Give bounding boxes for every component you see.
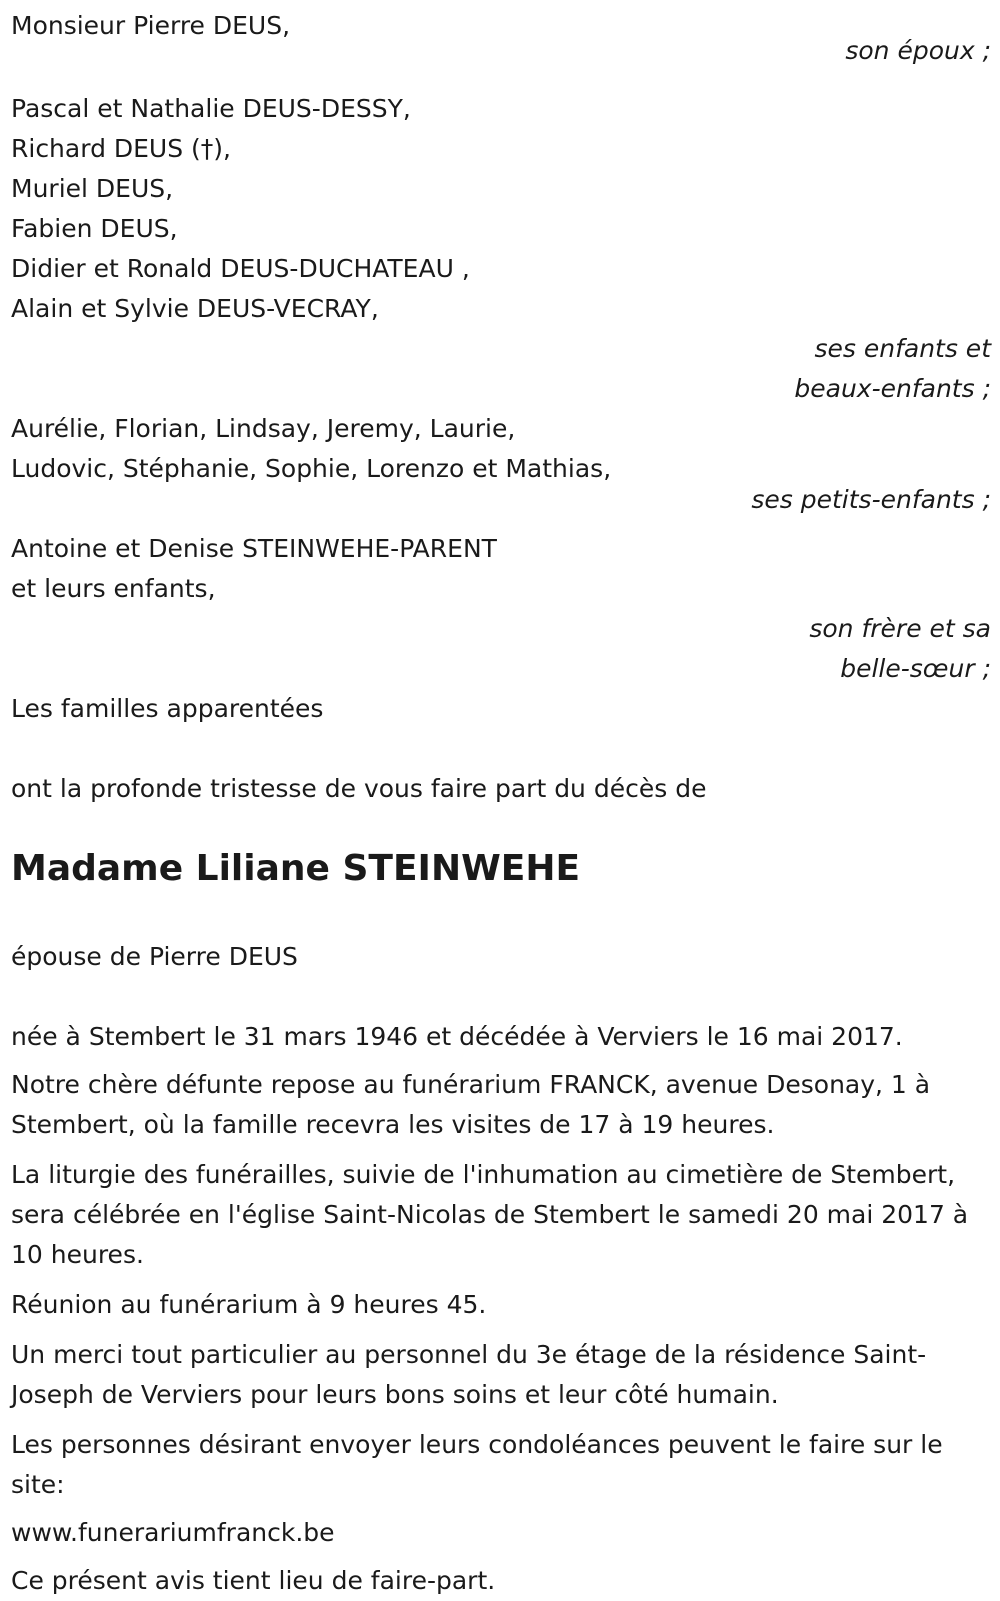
child-name: Muriel DEUS, (11, 174, 174, 203)
spouse-name: Monsieur Pierre DEUS, (11, 11, 291, 40)
grandchildren-names: Aurélie, Florian, Lindsay, Jeremy, Laurie, (11, 414, 516, 443)
website-link[interactable]: www.funerariumfranck.be (11, 1518, 335, 1547)
child-name: Alain et Sylvie DEUS-VECRAY, (11, 294, 379, 323)
details-paragraphs (11, 1017, 991, 1601)
sibling-name: et leurs enfants, (11, 574, 216, 603)
funerarium-paragraph: Notre chère défunte repose au funérarium FRANCK, avenue Desonay, 1 à Stembert, où la famille recevra les visites de 17 à 19 heures. (11, 1070, 931, 1139)
relatives-line: Les familles apparentées (11, 694, 324, 723)
sibling-name: Antoine et Denise STEINWEHE-PARENT (11, 534, 497, 563)
obituary-notice (11, 6, 991, 1601)
birth-death-paragraph: née à Stembert le 31 mars 1946 et décédée à Verviers le 16 mai 2017. (11, 1022, 903, 1051)
announcement-text: ont la profonde tristesse de vous faire part du décès de (11, 774, 707, 803)
siblings-role-line1: son frère et sa (809, 614, 991, 643)
spouse-role: son époux ; (845, 36, 991, 65)
children-role-line1: ses enfants et (814, 334, 991, 363)
grandchildren-names: Ludovic, Stéphanie, Sophie, Lorenzo et Mathias, (11, 454, 612, 483)
thanks-paragraph: Un merci tout particulier au personnel du 3e étage de la résidence Saint-Joseph de Verviers pour leurs bons soins et leur côté humain. (11, 1340, 927, 1409)
child-name: Didier et Ronald DEUS-DUCHATEAU , (11, 254, 470, 283)
child-name: Fabien DEUS, (11, 214, 178, 243)
spouse-of-line: épouse de Pierre DEUS (11, 942, 298, 971)
child-name: Richard DEUS (†), (11, 134, 231, 163)
closing-paragraph: Ce présent avis tient lieu de faire-part. (11, 1566, 496, 1595)
siblings-role-line2: belle-sœur ; (840, 654, 991, 683)
condolences-paragraph: Les personnes désirant envoyer leurs condoléances peuvent le faire sur le site: (11, 1430, 943, 1499)
meeting-paragraph: Réunion au funérarium à 9 heures 45. (11, 1290, 487, 1319)
liturgy-paragraph: La liturgie des funérailles, suivie de l'inhumation au cimetière de Stembert, sera célébrée en l'église Saint-Nicolas de Stembert le samedi 20 mai 2017 à 10 heures. (11, 1160, 969, 1269)
grandchildren-role: ses petits-enfants ; (751, 485, 991, 514)
child-name: Pascal et Nathalie DEUS-DESSY, (11, 94, 411, 123)
deceased-name: Madame Liliane STEINWEHE (11, 848, 581, 889)
children-role-line2: beaux-enfants ; (794, 374, 991, 403)
